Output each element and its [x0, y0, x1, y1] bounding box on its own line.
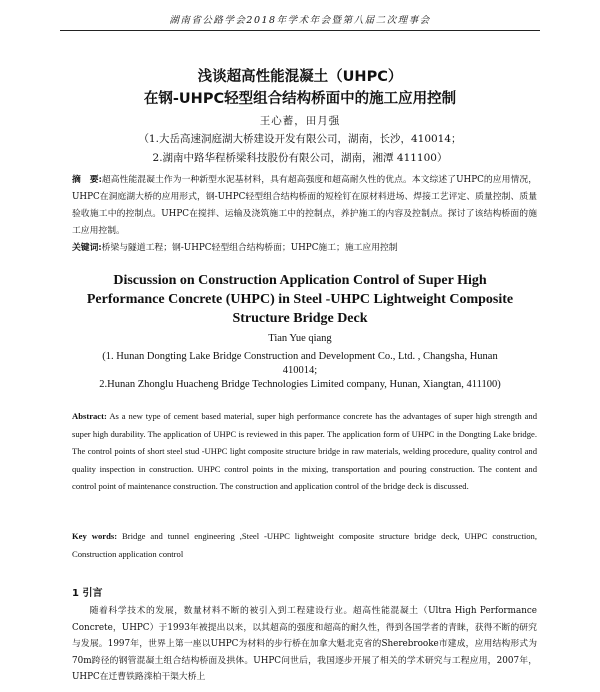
authors-cn: 王心蓄，田月强: [259, 115, 341, 127]
title-en-line2: Performance Concrete (UHPC) in Steel -UHPC Lightweight Composite: [86, 292, 514, 307]
affiliation-cn-1: （1.大岳高速洞庭湖大桥建设开发有限公司，湖南，长沙，410014；: [138, 133, 462, 145]
section-heading-introduction: 1 引言: [72, 588, 103, 599]
title-en-line1: Discussion on Construction Application Control of Super High: [113, 273, 487, 288]
keywords-cn-label: 关键词:: [72, 243, 102, 253]
running-header: 湖南省公路学会2018年学术年会暨第八届二次理事会: [169, 15, 431, 26]
affiliation-en-2: 2.Hunan Zhonglu Huacheng Bridge Technologies Limited company, Hunan, Xiangtan, 411100): [99, 379, 501, 390]
keywords-cn: [72, 240, 537, 257]
keywords-en-label: Key words:: [72, 531, 118, 541]
title-cn-line2: 在钢-UHPC轻型组合结构桥面中的施工应用控制: [143, 91, 457, 107]
keywords-en: [72, 528, 537, 563]
abstract-cn-label: 摘 要:: [72, 175, 102, 185]
author-en: Tian Yue qiang: [268, 333, 332, 344]
title-en-line3: Structure Bridge Deck: [232, 311, 368, 326]
abstract-cn: [72, 172, 537, 240]
abstract-en-text: As a new type of cement based material, super high performance concrete has the advantages of super high strength and super high durability. The application of UHPC is reviewed in this paper. The application form of UHPC in the Dongting Lake bridge. The control points of short steel stud -UHPC light composite structure bridge in raw materials, welding procedure, quality control and quality inspection in construction. UHPC control points in the mixing, transportation and pouring construction. The content and control point of maintenance construction. The construction and application control of the bridge deck is discussed.: [72, 411, 537, 491]
title-cn-line1: 浅谈超高性能混凝土（UHPC）: [197, 69, 403, 85]
affiliation-cn-2: 2.湖南中路华程桥梁科技股份有限公司，湖南，湘潭 411100）: [152, 152, 448, 164]
abstract-cn-text: 超高性能混凝土作为一种新型水泥基材料，具有超高强度和超高耐久性的优点。本文综述了UHPC的应用情况，UHPC在洞庭湖大桥的应用形式，钢-UHPC轻型组合结构桥面的短栓钉在原材料进场、焊接工艺评定、质量控制、质量验收施工中的控制点。UHPC在搅拌、运输及浇筑施工中的控制点，养护施工的内容及控制点。探讨了该结构桥面的施工应用控制。: [72, 175, 537, 236]
affiliation-en-1: (1. Hunan Dongting Lake Bridge Construction and Development Co., Ltd. , Changsha, Hunan 410014;: [102, 351, 498, 376]
abstract-en-label: Abstract:: [72, 411, 107, 421]
abstract-en: [72, 408, 537, 496]
header-rule: [60, 30, 540, 31]
introduction-paragraph: 随着科学技术的发展，数量材料不断的被引入到工程建设行业。超高性能混凝土（Ultra High Performance Concrete，UHPC）于1993年被提出以来，以其超高的强度和超高的耐久性，得到各国学者的青睐，获得不断的研究与发展。1997年，世界上第一座以UHPC为材料的步行桥在加拿大魁北克省的Sherebrooke市建成，应用结构形式为70m跨径的钢管混凝土组合结构桥面及拱体。UHPC问世后，我国逐步开展了相关的学术研究与工程应用，2007年，UHPC在迁曹铁路滦柏干渠大桥上: [72, 606, 537, 682]
keywords-en-text: Bridge and tunnel engineering ,Steel -UHPC lightweight composite structure bridge deck, UHPC construction, Construction application control: [72, 531, 538, 559]
keywords-cn-text: 桥梁与隧道工程；钢-UHPC轻型组合结构桥面；UHPC施工；施工应用控制: [101, 243, 398, 253]
